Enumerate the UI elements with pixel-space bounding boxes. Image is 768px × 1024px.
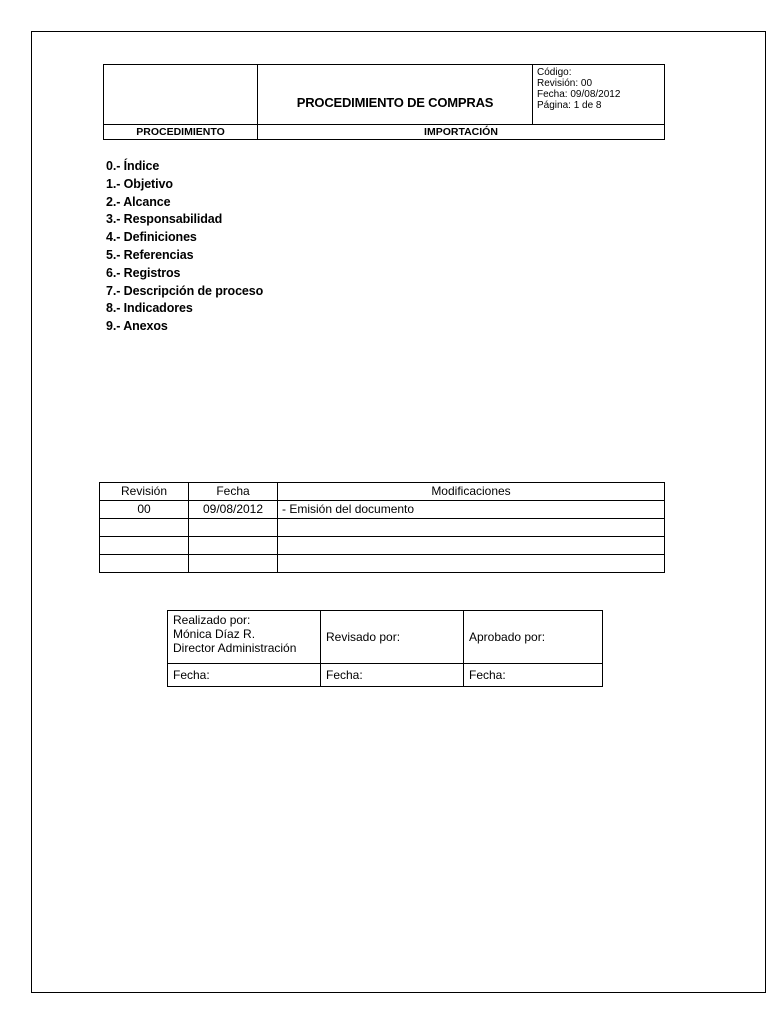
approvals-table (167, 610, 603, 687)
table-row (100, 555, 665, 573)
table-row (100, 519, 665, 537)
meta-pagina: Página: 1 de 8 (537, 100, 602, 111)
cell-modificaciones: - Emisión del documento (278, 501, 665, 519)
toc-item: 6.- Registros (106, 265, 181, 280)
cell-fecha: 09/08/2012 (189, 501, 278, 519)
realizado-cell (168, 611, 321, 664)
document-header (103, 64, 665, 140)
realizado-role: Director Administración (173, 641, 297, 655)
logo-cell (104, 65, 258, 125)
aprobado-label: Aprobado por: (464, 611, 603, 664)
meta-revision: Revisión: 00 (537, 78, 593, 89)
meta-codigo: Código: (537, 67, 572, 78)
toc-item: 5.- Referencias (106, 247, 194, 262)
fecha-revisado: Fecha: (321, 664, 464, 687)
cell-fecha (189, 519, 278, 537)
cell-revision (100, 537, 189, 555)
document-title: PROCEDIMIENTO DE COMPRAS (258, 65, 533, 125)
toc-item: 3.- Responsabilidad (106, 212, 223, 227)
revisions-table (99, 482, 665, 573)
realizado-name: Mónica Díaz R. (173, 627, 256, 641)
realizado-label: Realizado por: (173, 613, 251, 627)
toc-item: 0.- Índice (106, 159, 160, 173)
toc-item: 4.- Definiciones (106, 230, 197, 245)
toc-item: 9.- Anexos (106, 319, 168, 334)
document-meta (533, 65, 665, 125)
cell-revision: 00 (100, 501, 189, 519)
toc-item: 2.- Alcance (106, 194, 171, 209)
table-header-row (100, 483, 665, 501)
table-row (100, 501, 665, 519)
table-row (100, 537, 665, 555)
cell-modificaciones (278, 519, 665, 537)
cell-modificaciones (278, 555, 665, 573)
toc-item: 7.- Descripción de proceso (106, 283, 264, 298)
cell-modificaciones (278, 537, 665, 555)
column-header: Modificaciones (278, 483, 665, 501)
procedure-type: IMPORTACIÓN (258, 125, 665, 140)
column-header: Fecha (189, 483, 278, 501)
meta-fecha: Fecha: 09/08/2012 (537, 89, 621, 100)
cell-fecha (189, 555, 278, 573)
fecha-aprobado: Fecha: (464, 664, 603, 687)
fecha-realizado: Fecha: (168, 664, 321, 687)
toc-item: 1.- Objetivo (106, 176, 173, 191)
table-of-contents (106, 158, 263, 336)
cell-revision (100, 555, 189, 573)
toc-item: 8.- Indicadores (106, 301, 193, 316)
cell-revision (100, 519, 189, 537)
column-header: Revisión (100, 483, 189, 501)
procedure-label: PROCEDIMIENTO (104, 125, 258, 140)
revisado-label: Revisado por: (321, 611, 464, 664)
cell-fecha (189, 537, 278, 555)
